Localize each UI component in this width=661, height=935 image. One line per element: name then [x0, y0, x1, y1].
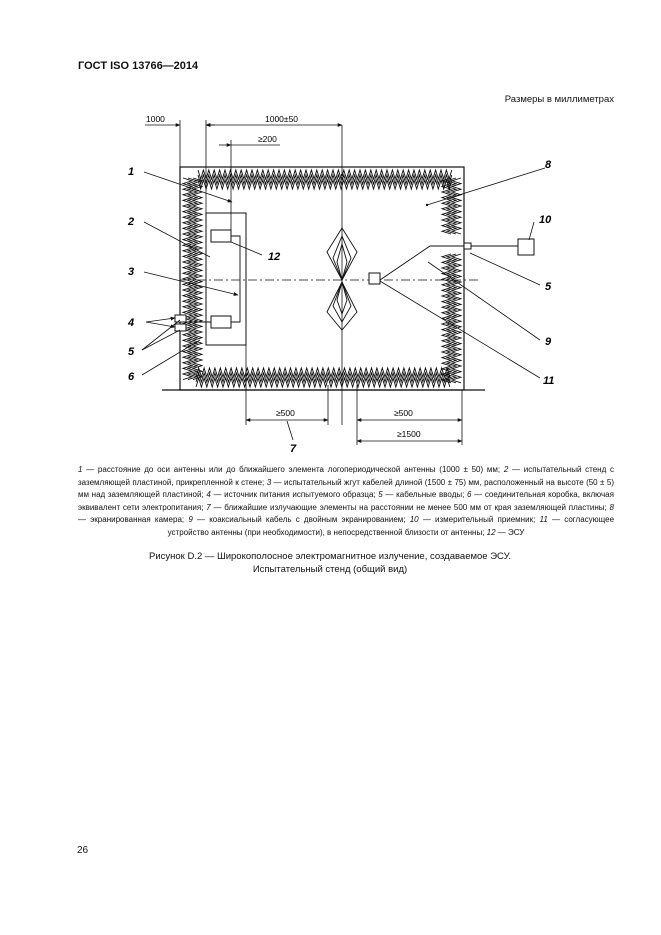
legend-t12: ЭСУ [508, 527, 525, 537]
units-note: Размеры в миллиметрах [504, 94, 614, 105]
figure-caption: Рисунок D.2 — Широкополосное электромагнитное излучение, создаваемое ЭСУ. [148, 551, 512, 562]
callout-3: 3 [128, 266, 135, 278]
dim-200: ≥200 [258, 134, 277, 144]
callout-4: 4 [128, 317, 135, 329]
esu-box [211, 230, 231, 242]
legend-n5: 5 [378, 490, 383, 500]
document-header: ГОСТ ISO 13766—2014 [78, 60, 199, 72]
power-supply-box [211, 316, 231, 328]
callout-10: 10 [539, 214, 552, 226]
junction-box [175, 324, 186, 331]
legend-t4: источник питания испытуемого образца; [224, 490, 376, 500]
callout-12: 12 [268, 251, 281, 263]
measuring-receiver-box [518, 239, 534, 255]
legend-t1: расстояние до оси антенны или до ближайшего элемента логопериодической антенны (1000 ± 50) мм; [97, 465, 501, 474]
figure-legend: 1 — расстояние до оси антенны или до ближайшего элемента логопериодической антенны (1000 ± 50) мм; 2 — испытательный стенд с заземляющей пластиной, прикрепленной к стене; 3 — испытательный жгут кабелей длиной (1500 ± 75) мм, расположенный на высоте (50 ± 5) мм над заземляющей пластиной; 4 — источник питания испытуемого образца; 5 — кабельные вводы; 6 — соединительная коробка, включая эквивалент сети электропитания; 7 — ближайшие излучающие элементы на расстоянии не менее 500 мм от края заземляющей пластины; 8 — экранированная камера; 9 — коаксиальный кабель с двойным экранированием; 10 — измерительный приемник; 11 — согласующее устройство антенны (при необходимости), в непосредственной близости от антенны; 12 — ЭСУ [78, 465, 615, 537]
callout-1: 1 [128, 166, 135, 178]
legend-t5: кабельные вводы; [396, 490, 465, 500]
shielded-chamber [180, 167, 464, 390]
legend-t10: измерительный приемник; [435, 515, 536, 525]
legend-n7: 7 [206, 502, 211, 512]
legend-n3: 3 [266, 477, 272, 487]
legend-t7: ближайшие излучающие элементы на расстоянии не менее 500 мм от края заземляющей пластины; [224, 502, 607, 512]
legend-n6: 6 [467, 490, 472, 500]
test-setup-diagram [0, 110, 661, 455]
callout-6: 6 [128, 371, 135, 383]
dim-500-right: ≥500 [394, 408, 413, 418]
dim-1000: 1000 [146, 114, 165, 124]
harness-line [231, 236, 240, 322]
callout-7: 7 [290, 443, 297, 455]
legend-t11: согласующее устройство антенны (при необходимости), в непосредственной близости от антенны; [167, 515, 615, 537]
legend-t6: соединительная коробка, включая эквивалент сети электропитания; [78, 490, 614, 512]
dim-1000-50: 1000±50 [265, 114, 299, 124]
legend-n1: 1 [78, 465, 83, 474]
cable-entry-box [175, 315, 186, 322]
cable-entry-right [464, 243, 471, 249]
legend-n12: 12 [486, 527, 496, 537]
callout-5-left: 5 [128, 346, 135, 358]
legend-n8: 8 [609, 502, 614, 512]
absorber-zigzags [183, 170, 461, 387]
callout-2: 2 [128, 216, 135, 228]
callout-8: 8 [545, 159, 552, 171]
legend-n11: 11 [539, 515, 548, 525]
matching-device-box [369, 273, 380, 284]
legend-n4: 4 [206, 490, 211, 500]
dimension-lines [145, 120, 462, 445]
page-number: 26 [77, 845, 89, 856]
callout-9: 9 [545, 336, 552, 348]
legend-t2: испытательный стенд с заземляющей пластиной, прикрепленной к стене; [78, 465, 614, 487]
legend-t9: коаксиальный кабель с двойным экранированием; [209, 515, 406, 525]
legend-t3: испытательный жгут кабелей длиной (1500 ± 75) мм, расположенный на высоте (50 ± 5) мм над заземляющей пластиной; [78, 477, 614, 500]
legend-n10: 10 [409, 515, 419, 525]
callout-5-right: 5 [545, 281, 552, 293]
legend-n2: 2 [503, 465, 509, 474]
callout-11: 11 [543, 375, 555, 387]
legend-n9: 9 [188, 515, 193, 525]
dim-1500: ≥1500 [397, 429, 421, 439]
figure-subcaption: Испытательный стенд (общий вид) [252, 564, 408, 575]
legend-t8: экранированная камера; [90, 515, 185, 525]
dim-500-left: ≥500 [276, 408, 295, 418]
